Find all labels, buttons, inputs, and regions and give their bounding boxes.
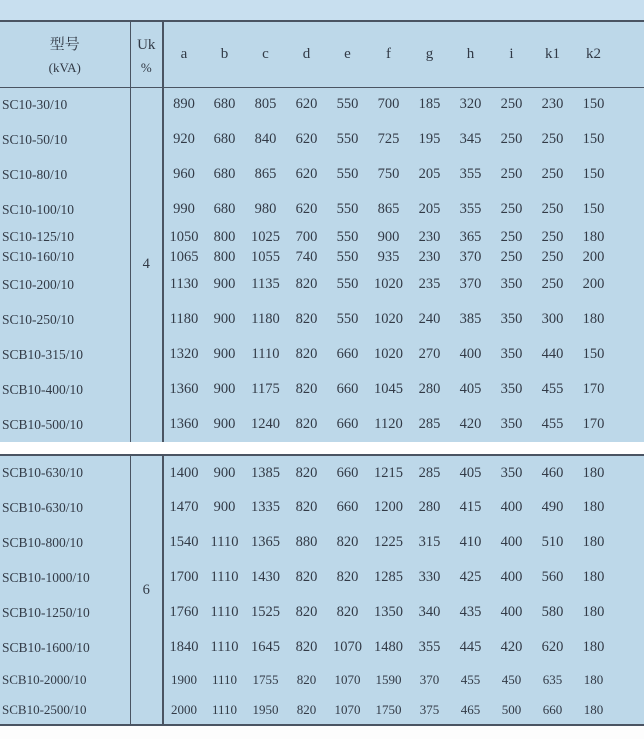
row-filler	[614, 630, 644, 665]
row-filler	[614, 490, 644, 525]
value-cell: 1900	[171, 672, 197, 687]
value-cell: 550	[336, 276, 359, 292]
value-cell: 195	[418, 131, 441, 147]
header-filler	[614, 21, 644, 87]
column-header-f: f	[386, 45, 391, 62]
top-strip	[0, 0, 644, 20]
model-cell: SCB10-400/10	[0, 372, 130, 407]
uk-value-cell: 4	[130, 87, 163, 442]
value-cell: 455	[541, 381, 564, 397]
value-cell: 250	[541, 201, 564, 217]
value-cell: 1175	[251, 381, 280, 397]
value-cell: 820	[295, 499, 318, 515]
value-cell: 635	[542, 672, 563, 687]
value-cell: 180	[582, 464, 605, 481]
table-row	[0, 525, 644, 560]
value-cell: 285	[418, 416, 441, 432]
column-header-b: b	[220, 45, 229, 62]
value-cell: 820	[295, 276, 318, 292]
table-row	[0, 192, 644, 227]
value-cell: 1540	[169, 534, 199, 550]
value-cell: 180	[582, 499, 605, 515]
value-cell: 420	[459, 416, 482, 432]
model-cell: SCB10-315/10	[0, 337, 130, 372]
value-cell: 180	[582, 228, 605, 245]
value-cell: 1020	[374, 346, 403, 362]
model-header-unit: (kVA)	[48, 60, 81, 76]
value-cell: 580	[541, 604, 564, 620]
value-cell: 235	[418, 276, 441, 292]
value-cell: 620	[295, 166, 318, 182]
value-cell: 1020	[374, 276, 403, 292]
value-cell: 550	[336, 166, 359, 182]
value-cell: 170	[582, 381, 605, 397]
value-cell: 1950	[252, 701, 279, 717]
value-cell: 820	[295, 311, 318, 327]
value-cell: 450	[501, 672, 522, 687]
value-cell: 400	[500, 534, 523, 550]
value-cell: 1070	[334, 672, 361, 687]
header-row	[0, 21, 644, 87]
value-cell: 1360	[169, 381, 199, 397]
model-cell: SCB10-630/10	[0, 455, 130, 490]
row-filler	[614, 665, 644, 695]
value-cell: 820	[336, 604, 359, 620]
value-cell: 620	[541, 639, 564, 655]
value-cell: 420	[500, 639, 523, 655]
table-header	[0, 21, 644, 87]
value-cell: 350	[500, 416, 523, 432]
model-cell: SCB10-630/10	[0, 490, 130, 525]
value-cell: 805	[254, 96, 277, 113]
value-cell: 750	[377, 166, 400, 182]
value-cell: 510	[541, 534, 564, 550]
model-cell: SCB10-1000/10	[0, 560, 130, 595]
value-cell: 1055	[251, 248, 280, 265]
value-cell: 1645	[251, 639, 280, 655]
value-cell: 300	[541, 311, 564, 327]
value-cell: 900	[213, 381, 236, 397]
value-cell: 180	[582, 604, 605, 620]
value-cell: 185	[418, 96, 441, 113]
value-cell: 1110	[251, 346, 280, 362]
dimension-table-section-2	[0, 454, 644, 726]
row-filler	[614, 227, 644, 247]
value-cell: 725	[377, 131, 400, 147]
row-filler	[614, 247, 644, 267]
value-cell: 680	[213, 201, 236, 217]
table-row	[0, 407, 644, 442]
value-cell: 270	[418, 346, 441, 362]
table-body-section-2	[0, 455, 644, 725]
column-header-c: c	[262, 45, 269, 62]
value-cell: 840	[254, 131, 277, 147]
value-cell: 440	[541, 346, 564, 362]
row-filler	[614, 525, 644, 560]
value-cell: 350	[500, 276, 523, 292]
table-row	[0, 302, 644, 337]
value-cell: 350	[500, 464, 523, 481]
value-cell: 250	[541, 131, 564, 147]
value-cell: 355	[459, 201, 482, 217]
row-filler	[614, 595, 644, 630]
value-cell: 1065	[169, 248, 199, 265]
value-cell: 400	[500, 569, 523, 585]
value-cell: 990	[173, 201, 195, 217]
table-row	[0, 595, 644, 630]
value-cell: 200	[582, 276, 605, 292]
value-cell: 560	[541, 569, 564, 585]
value-cell: 920	[173, 131, 195, 147]
value-cell: 500	[501, 701, 522, 717]
value-cell: 1335	[251, 499, 280, 515]
table-row	[0, 695, 644, 725]
value-cell: 400	[500, 604, 523, 620]
table-body-section-1	[0, 87, 644, 442]
value-cell: 350	[500, 311, 523, 327]
value-cell: 205	[418, 166, 441, 182]
row-filler	[614, 560, 644, 595]
value-cell: 1110	[210, 604, 239, 620]
value-cell: 150	[582, 166, 605, 182]
column-header-h: h	[466, 45, 475, 62]
value-cell: 1110	[210, 534, 239, 550]
value-cell: 680	[213, 166, 236, 182]
value-cell: 230	[418, 228, 441, 245]
value-cell: 820	[296, 672, 317, 687]
value-cell: 820	[295, 416, 318, 432]
value-cell: 1045	[374, 381, 403, 397]
value-cell: 935	[377, 248, 400, 265]
value-cell: 1110	[211, 701, 238, 717]
value-cell: 250	[500, 96, 523, 113]
value-cell: 700	[295, 228, 318, 245]
model-column-header	[0, 21, 130, 87]
value-cell: 900	[213, 416, 236, 432]
value-cell: 680	[213, 131, 236, 147]
column-header-a: a	[180, 45, 188, 62]
value-cell: 1050	[169, 228, 199, 245]
value-cell: 490	[541, 499, 564, 515]
row-filler	[614, 372, 644, 407]
value-cell: 1365	[251, 534, 280, 550]
value-cell: 340	[418, 604, 441, 620]
value-cell: 170	[582, 416, 605, 432]
row-filler	[614, 87, 644, 122]
value-cell: 1360	[169, 416, 199, 432]
uk-column-header	[130, 21, 163, 87]
value-cell: 370	[459, 248, 482, 265]
value-cell: 350	[500, 346, 523, 362]
value-cell: 180	[583, 701, 604, 717]
value-cell: 1020	[374, 311, 403, 327]
value-cell: 900	[377, 228, 400, 245]
model-cell: SC10-100/10	[0, 192, 130, 227]
model-cell: SCB10-500/10	[0, 407, 130, 442]
value-cell: 550	[336, 311, 359, 327]
value-cell: 1110	[211, 672, 238, 687]
value-cell: 1110	[210, 639, 239, 655]
model-cell: SCB10-800/10	[0, 525, 130, 560]
value-cell: 1400	[169, 464, 199, 481]
value-cell: 820	[295, 604, 318, 620]
value-cell: 355	[459, 166, 482, 182]
value-cell: 415	[459, 499, 482, 515]
value-cell: 250	[500, 228, 523, 245]
value-cell: 285	[418, 464, 441, 481]
value-cell: 1385	[251, 464, 280, 481]
uk-header-label: Uk	[137, 36, 156, 53]
value-cell: 375	[419, 701, 440, 717]
value-cell: 455	[541, 416, 564, 432]
value-cell: 1480	[374, 639, 403, 655]
value-cell: 400	[500, 499, 523, 515]
model-header-label: 型号	[49, 36, 80, 53]
value-cell: 820	[295, 381, 318, 397]
value-cell: 550	[336, 131, 359, 147]
table-row	[0, 337, 644, 372]
model-cell: SC10-125/10	[0, 227, 130, 247]
value-cell: 1840	[169, 639, 199, 655]
value-cell: 900	[213, 311, 236, 327]
value-cell: 820	[295, 464, 318, 481]
table-row	[0, 490, 644, 525]
value-cell: 550	[336, 248, 359, 265]
value-cell: 820	[296, 701, 317, 717]
row-filler	[614, 267, 644, 302]
value-cell: 1285	[374, 569, 403, 585]
value-cell: 345	[459, 131, 482, 147]
table-row	[0, 630, 644, 665]
value-cell: 1470	[169, 499, 199, 515]
value-cell: 820	[295, 569, 318, 585]
table-row	[0, 560, 644, 595]
value-cell: 350	[500, 381, 523, 397]
value-cell: 980	[254, 201, 277, 217]
row-filler	[614, 695, 644, 725]
value-cell: 550	[336, 228, 359, 245]
row-filler	[614, 122, 644, 157]
value-cell: 865	[254, 166, 277, 182]
value-cell: 1320	[169, 346, 199, 362]
value-cell: 445	[459, 639, 482, 655]
value-cell: 1180	[251, 311, 280, 327]
value-cell: 820	[336, 569, 359, 585]
value-cell: 1760	[169, 604, 199, 620]
model-cell: SCB10-2000/10	[0, 665, 130, 695]
row-filler	[614, 192, 644, 227]
value-cell: 1590	[375, 672, 402, 687]
value-cell: 370	[419, 672, 440, 687]
table-row	[0, 455, 644, 490]
value-cell: 250	[541, 248, 564, 265]
model-cell: SC10-200/10	[0, 267, 130, 302]
value-cell: 180	[582, 311, 605, 327]
value-cell: 240	[418, 311, 441, 327]
value-cell: 1025	[251, 228, 280, 245]
value-cell: 250	[500, 166, 523, 182]
value-cell: 680	[213, 96, 236, 113]
value-cell: 660	[336, 416, 359, 432]
value-cell: 365	[459, 228, 482, 245]
column-header-g: g	[425, 45, 434, 62]
value-cell: 1110	[210, 569, 239, 585]
value-cell: 230	[541, 96, 564, 113]
value-cell: 740	[295, 248, 318, 265]
value-cell: 1525	[251, 604, 280, 620]
value-cell: 180	[582, 639, 605, 655]
value-cell: 180	[582, 534, 605, 550]
value-cell: 400	[459, 346, 482, 362]
model-cell: SC10-250/10	[0, 302, 130, 337]
value-cell: 250	[541, 276, 564, 292]
row-filler	[614, 455, 644, 490]
column-header-k1: k1	[545, 45, 560, 62]
model-cell: SC10-30/10	[0, 87, 130, 122]
value-cell: 550	[336, 96, 359, 113]
value-cell: 1225	[374, 534, 403, 550]
value-cell: 1135	[251, 276, 280, 292]
value-cell: 280	[418, 499, 441, 515]
value-cell: 900	[213, 499, 236, 515]
table-row	[0, 87, 644, 122]
value-cell: 660	[542, 701, 563, 717]
value-cell: 150	[582, 201, 605, 217]
value-cell: 1755	[252, 672, 279, 687]
value-cell: 820	[295, 639, 318, 655]
value-cell: 660	[336, 381, 359, 397]
value-cell: 800	[213, 228, 236, 245]
value-cell: 370	[459, 276, 482, 292]
value-cell: 1430	[251, 569, 280, 585]
value-cell: 280	[418, 381, 441, 397]
value-cell: 660	[336, 346, 359, 362]
value-cell: 355	[418, 639, 441, 655]
value-cell: 180	[582, 569, 605, 585]
value-cell: 150	[582, 96, 605, 113]
value-cell: 455	[460, 672, 481, 687]
value-cell: 1180	[169, 311, 199, 327]
value-cell: 620	[295, 131, 318, 147]
value-cell: 700	[377, 96, 400, 113]
value-cell: 800	[213, 248, 236, 265]
value-cell: 620	[295, 201, 318, 217]
value-cell: 900	[213, 464, 236, 481]
value-cell: 315	[418, 534, 441, 550]
table-row	[0, 247, 644, 267]
uk-header-unit: %	[140, 60, 152, 76]
model-cell: SCB10-1250/10	[0, 595, 130, 630]
column-header-e: e	[344, 45, 351, 62]
value-cell: 250	[500, 248, 523, 265]
value-cell: 660	[336, 499, 359, 515]
row-filler	[614, 157, 644, 192]
value-cell: 250	[541, 228, 564, 245]
row-filler	[614, 302, 644, 337]
value-cell: 405	[459, 464, 482, 481]
value-cell: 1700	[169, 569, 199, 585]
table-row	[0, 157, 644, 192]
value-cell: 550	[336, 201, 359, 217]
value-cell: 660	[336, 464, 359, 481]
value-cell: 880	[295, 534, 318, 550]
table-row	[0, 372, 644, 407]
uk-value-cell: 6	[130, 455, 163, 725]
column-header-d: d	[302, 45, 311, 62]
value-cell: 425	[459, 569, 482, 585]
model-cell: SCB10-2500/10	[0, 695, 130, 725]
value-cell: 230	[418, 248, 441, 265]
value-cell: 320	[459, 96, 482, 113]
value-cell: 1240	[251, 416, 280, 432]
value-cell: 180	[583, 672, 604, 687]
value-cell: 2000	[171, 701, 197, 717]
value-cell: 460	[541, 464, 564, 481]
model-cell: SC10-80/10	[0, 157, 130, 192]
value-cell: 150	[582, 131, 605, 147]
value-cell: 250	[500, 131, 523, 147]
value-cell: 900	[213, 276, 236, 292]
value-cell: 200	[582, 248, 605, 265]
value-cell: 820	[295, 346, 318, 362]
value-cell: 410	[459, 534, 482, 550]
value-cell: 960	[173, 166, 195, 182]
value-cell: 435	[459, 604, 482, 620]
model-cell: SCB10-1600/10	[0, 630, 130, 665]
value-cell: 1130	[169, 276, 199, 292]
table-row	[0, 665, 644, 695]
value-cell: 150	[582, 346, 605, 362]
section-gap	[0, 442, 644, 454]
value-cell: 890	[173, 96, 195, 113]
row-filler	[614, 337, 644, 372]
value-cell: 250	[541, 166, 564, 182]
table-row	[0, 227, 644, 247]
value-cell: 1070	[334, 701, 361, 717]
table-row	[0, 122, 644, 157]
value-cell: 1200	[374, 499, 403, 515]
model-cell: SC10-160/10	[0, 247, 130, 267]
column-header-k2: k2	[586, 45, 601, 62]
value-cell: 865	[377, 201, 400, 217]
value-cell: 1215	[374, 464, 403, 481]
value-cell: 330	[418, 569, 441, 585]
value-cell: 465	[460, 701, 481, 717]
column-header-i: i	[509, 45, 514, 62]
value-cell: 1120	[374, 416, 403, 432]
model-cell: SC10-50/10	[0, 122, 130, 157]
value-cell: 620	[295, 96, 318, 113]
value-cell: 385	[459, 311, 482, 327]
value-cell: 205	[418, 201, 441, 217]
value-cell: 1070	[333, 639, 362, 655]
dimension-table-section-1	[0, 20, 644, 442]
row-filler	[614, 407, 644, 442]
value-cell: 1750	[375, 701, 402, 717]
value-cell: 820	[336, 534, 359, 550]
value-cell: 1350	[374, 604, 403, 620]
value-cell: 900	[213, 346, 236, 362]
table-row	[0, 267, 644, 302]
value-cell: 250	[500, 201, 523, 217]
value-cell: 405	[459, 381, 482, 397]
